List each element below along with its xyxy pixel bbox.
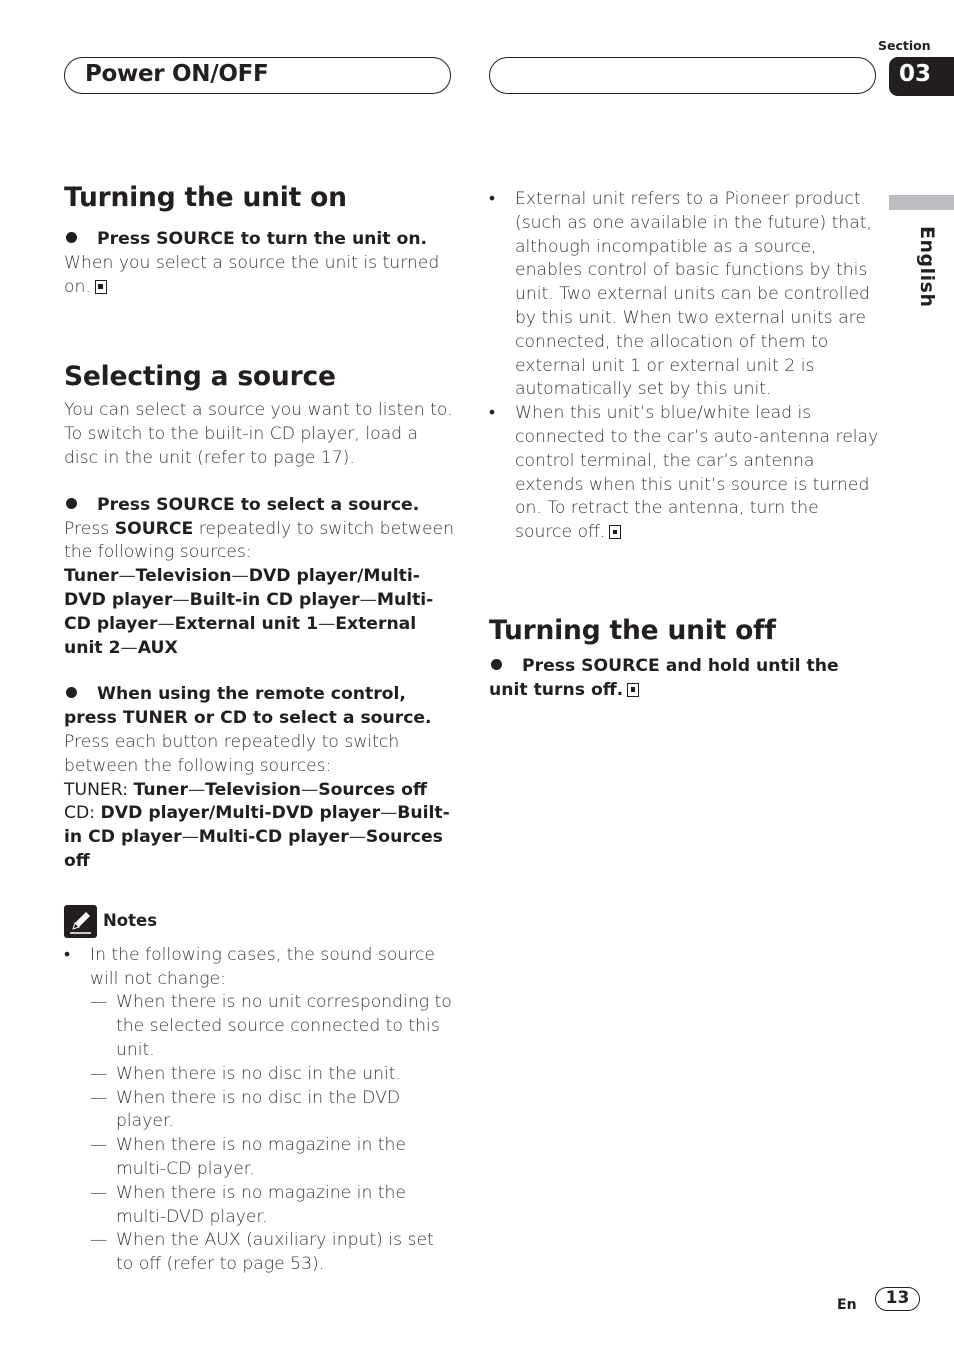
step-select-source [64,494,456,518]
notes-header [64,905,456,938]
step-turn-off [489,655,881,703]
turn-on-body [64,252,456,300]
footer-language: En [837,1297,857,1313]
list-item: — When there is no disc in the unit. [90,1063,456,1087]
left-column [64,180,456,1277]
step-turn-on [64,228,456,252]
page-title: Power ON/OFF [85,61,269,87]
section-number-box [889,57,954,96]
step-remote-text: When using the remote control, press TUNER or CD to select a source. [64,684,432,729]
list-item: — When the AUX (auxiliary input) is set to off (refer to page 53). [90,1229,456,1277]
step2-body: Press each button repeatedly to switch between the following sources: [64,731,400,776]
bullet-dot-icon [66,498,77,509]
step-remote-control [64,683,456,731]
language-tab-bar [889,195,954,210]
tuner-sequence: TUNER: Tuner—Television—Sources off [64,779,427,800]
right-column [489,188,881,703]
pencil-icon [64,905,97,938]
section-number: 03 [899,61,932,87]
title-pill [64,57,451,94]
list-item: • In the following cases, the sound source will not change: — When there is no unit corresponding to the selected source connected to this unit. — When there is no disc in the unit. — When there is no disc in the DVD player. — When there is no magazine in the multi-CD player. — When there is no magazine in the multi-DVD player. — When the AUX (auxiliary input) is set to off (refer to page 53). [64,944,456,1277]
heading-turning-on: Turning the unit on [64,182,347,213]
step-turn-off-text: Press SOURCE and hold until the unit turns off. [489,655,839,700]
notes-list [64,944,456,1277]
list-item: — When there is no disc in the DVD player. [90,1087,456,1135]
bullet-dot-icon [66,687,77,698]
list-item: — When there is no unit corresponding to the selected source connected to this unit. [90,991,456,1062]
language-tab-label: English [916,226,938,308]
source-sequence: Tuner—Television—DVD player/Multi-DVD player—Built-in CD player—Multi-CD player—External unit 1—External unit 2—AUX [64,566,434,658]
end-mark-icon [95,280,107,294]
page-number: 13 [875,1287,920,1311]
notes-heading: Notes [103,911,158,931]
turn-on-body-text: When you select a source the unit is turned on. [64,252,440,297]
step-turn-on-text: Press SOURCE to turn the unit on. [97,229,428,249]
cd-sequence: CD: DVD player/Multi-DVD player—Built-in CD player—Multi-CD player—Sources off [64,803,450,871]
list-item: • When this unit’s blue/white lead is connected to the car’s auto-antenna relay control terminal, the car’s antenna extends when this unit’s source is turned on. To retract the antenna, turn the source off. [489,402,881,545]
end-mark-icon [609,525,621,539]
list-item: — When there is no magazine in the multi-DVD player. [90,1182,456,1230]
empty-header-pill [489,57,876,94]
bullet-dot-icon [491,659,502,670]
heading-selecting: Selecting a source [64,361,336,393]
right-notes-list [489,188,881,545]
list-item: — When there is no magazine in the multi-CD player. [90,1134,456,1182]
end-mark-icon [627,683,639,697]
section-label: Section [878,38,931,53]
source-key-label: SOURCE [114,518,194,539]
bullet-dot-icon [66,232,77,243]
step1-body: Press SOURCE repeatedly to switch between the following sources: [64,518,454,563]
list-item: • External unit refers to a Pioneer product (such as one available in the future) that, although incompatible as a source, enables control of basic functions by this unit. Two external units can be controlled by this unit. When two external units are connected, the allocation of them to external unit 1 or external unit 2 is automatically set by this unit. [489,188,881,402]
selecting-intro: You can select a source you want to listen to. To switch to the built-in CD player, load a disc in the unit (refer to page 17). [64,400,453,468]
step-select-source-text: Press SOURCE to select a source. [97,494,420,515]
heading-turning-off: Turning the unit off [489,614,776,646]
notes-sublist [90,991,456,1277]
